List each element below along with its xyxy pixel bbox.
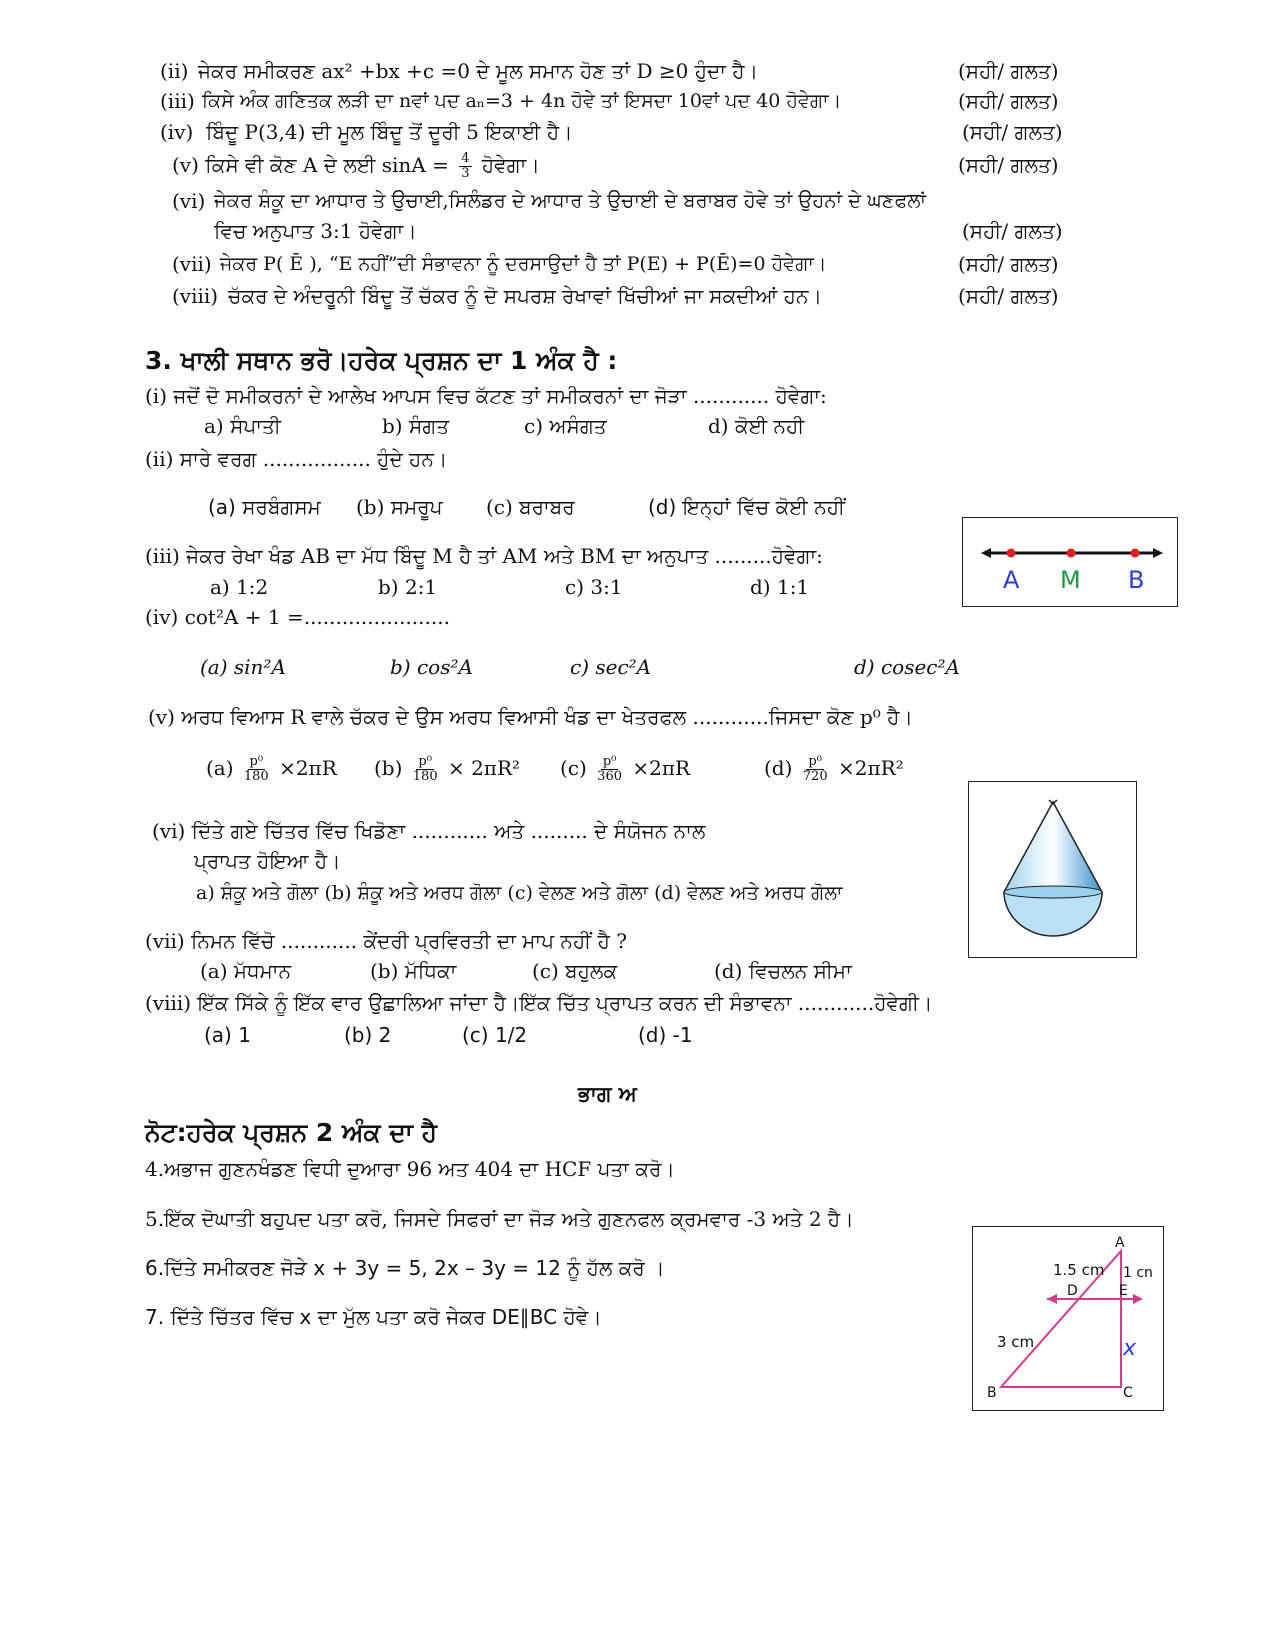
- label-a: A: [1003, 566, 1020, 594]
- line-segment-figure: [962, 517, 1178, 607]
- option: (c) $\frac{\text{p⁰}}{360}$ ×2πR: [560, 754, 691, 784]
- question-7: 7. ਦਿੱਤੇ ਚਿੱਤਰ ਵਿੱਚ x ਦਾ ਮੁੱਲ ਪਤਾ ਕਰੋ ਜੇਕਰ DE∥BC ਹੋਵੇ।: [145, 1305, 602, 1329]
- part-heading: ਭਾਗ ਅ: [578, 1082, 637, 1106]
- option: d) ਕੋਈ ਨਹੀ: [708, 414, 805, 438]
- tf-answer: (ਸਹੀ/ ਗਲਤ): [958, 284, 1059, 308]
- option: b) cos²A: [390, 655, 473, 679]
- section-title: 3. ਖਾਲੀ ਸਥਾਨ ਭਰੋ।ਹਰੇਕ ਪ੍ਰਸ਼ਨ ਦਾ 1 ਅੰਕ ਹੈ :: [145, 346, 618, 375]
- question-i: (i) ਜਦੋਂ ਦੋ ਸਮੀਕਰਨਾਂ ਦੇ ਆਲੇਖ ਆਪਸ ਵਿਚ ਕੱਟਣ ਤਾਂ ਸਮੀਕਰਨਾਂ ਦਾ ਜੋੜਾ ............ ਹੋਵੇਗਾ:: [145, 384, 827, 408]
- toy-svg: [969, 782, 1136, 957]
- point-a: [1007, 549, 1016, 558]
- option: c) sec²A: [570, 655, 652, 679]
- label-c: C: [1123, 1385, 1133, 1401]
- question-vi: (vi) ਦਿੱਤੇ ਗਏ ਚਿੱਤਰ ਵਿੱਚ ਖਿਡੋਣਾ ............ ਅਤੇ ......... ਦੇ ਸੰਯੋਜਨ ਨਾਲ: [152, 819, 706, 843]
- tf-num: (vii): [172, 252, 212, 276]
- option: c) ਅਸੰਗਤ: [524, 414, 607, 438]
- option: a) ਸੰਪਾਤੀ: [204, 414, 281, 438]
- label-a: A: [1115, 1235, 1125, 1251]
- tf-num: (ii): [160, 59, 189, 83]
- part-note: ਨੋਟ:ਹਰੇਕ ਪ੍ਰਸ਼ਨ 2 ਅੰਕ ਦਾ ਹੈ: [145, 1118, 437, 1147]
- tf-answer: (ਸਹੀ/ ਗਲਤ): [962, 219, 1063, 243]
- tf-text: ਕਿਸੇ ਵੀ ਕੋਣ A ਦੇ ਲਈ sinA =: [205, 153, 449, 177]
- question-6: 6.ਦਿੱਤੇ ਸਮੀਕਰਣ ਜੋੜੇ x + 3y = 5, 2x – 3y = 12 ਨੂੰ ਹੱਲ ਕਰੋ ।: [145, 1256, 665, 1280]
- question-iii: (iii) ਜੇਕਰ ਰੇਖਾ ਖੰਡ AB ਦਾ ਮੱਧ ਬਿੰਦੂ M ਹੈ ਤਾਂ AM ਅਤੇ BM ਦਾ ਅਨੁਪਾਤ .........ਹੋਵੇਗਾ:: [145, 544, 823, 568]
- tf-num: (viii): [172, 284, 219, 308]
- tf-text: ਬਿੰਦੂ P(3,4) ਦੀ ਮੂਲ ਬਿੰਦੂ ਤੋਂ ਦੂਰੀ 5 ਇਕਾਈ ਹੈ।: [206, 120, 573, 144]
- option: (c) ਬਰਾਬਰ: [486, 495, 575, 519]
- question-v: (v) ਅਰਧ ਵਿਆਸ R ਵਾਲੇ ਚੱਕਰ ਦੇ ਉਸ ਅਰਧ ਵਿਆਸੀ ਖੰਡ ਦਾ ਖੇਤਰਫਲ ............ਜਿਸਦਾ ਕੋਣ p⁰ ਹੈ।: [148, 705, 913, 729]
- option: d) cosec²A: [854, 655, 960, 679]
- option: (b) 2: [344, 1023, 392, 1047]
- tf-text: ਜੇਕਰ ਸਮੀਕਰਣ ax² +bx +c =0 ਦੇ ਮੂਲ ਸਮਾਨ ਹੋਣ ਤਾਂ D ≥0 ਹੁੰਦਾ ਹੈ।: [198, 59, 759, 83]
- tf-answer: (ਸਹੀ/ ਗਲਤ): [958, 153, 1059, 177]
- option: a) 1:2: [210, 575, 269, 599]
- tf-text: ਜੇਕਰ P( Ē ), “E ਨਹੀਂ”ਦੀ ਸੰਭਾਵਨਾ ਨੂੰ ਦਰਸਾਉਦਾਂ ਹੈ ਤਾਂ P(E) + P(Ē)=0 ਹੋਵੇਗਾ।: [220, 253, 827, 275]
- tf-num: (iv): [160, 120, 194, 144]
- cone-shape: [1004, 802, 1102, 892]
- tf-answer: (ਸਹੀ/ ਗਲਤ): [958, 252, 1059, 276]
- option: b) 2:1: [378, 575, 438, 599]
- option: (a) 1: [204, 1023, 251, 1047]
- option: (b) ਮੱਧਿਕਾ: [370, 959, 457, 983]
- option: (a) ਮੱਧਮਾਨ: [200, 959, 292, 983]
- question-iv: (iv) cot²A + 1 =.......................: [145, 605, 450, 629]
- option: (d) -1: [638, 1023, 693, 1047]
- tf-text-cont: ਵਿਚ ਅਨੁਪਾਤ 3:1 ਹੋਵੇਗਾ।: [214, 219, 417, 243]
- fraction: $\frac{4}{3}$: [461, 151, 470, 181]
- question-ii: (ii) ਸਾਰੇ ਵਰਗ ................. ਹੁੰਦੇ ਹਨ।: [145, 447, 448, 471]
- option: (c) ਬਹੁਲਕ: [532, 959, 618, 983]
- point-m: [1067, 549, 1076, 558]
- option: c) 3:1: [565, 575, 623, 599]
- question-viii: (viii) ਇੱਕ ਸਿੱਕੇ ਨੂੰ ਇੱਕ ਵਾਰ ਉਛਾਲਿਆ ਜਾਂਦਾ ਹੈ।ਇੱਕ ਚਿੱਤ ਪ੍ਰਾਪਤ ਕਰਨ ਦੀ ਸੰਭਾਵਨਾ ............ਹੋਵੇਗੀ।: [145, 991, 933, 1015]
- tf-answer: (ਸਹੀ/ ਗਲਤ): [962, 120, 1063, 144]
- option: d) 1:1: [750, 575, 810, 599]
- label-b: B: [1128, 566, 1145, 594]
- label-b: B: [987, 1385, 997, 1401]
- option: (a) sin²A: [200, 655, 286, 679]
- question-5: 5.ਇੱਕ ਦੋਘਾਤੀ ਬਹੁਪਦ ਪਤਾ ਕਰੋ, ਜਿਸਦੇ ਸਿਫਰਾਂ ਦਾ ਜੋੜ ਅਤੇ ਗੁਣਨਫਲ ਕ੍ਰਮਵਾਰ -3 ਅਤੇ 2 ਹੈ।: [145, 1207, 854, 1231]
- label-d: D: [1067, 1283, 1078, 1299]
- option: (c) 1/2: [462, 1023, 528, 1047]
- arrow-right-icon: [1153, 548, 1163, 558]
- label-db: 3 cm: [997, 1333, 1035, 1351]
- tf-text: ਜੇਕਰ ਸ਼ੰਕੂ ਦਾ ਆਧਾਰ ਤੇ ਉਚਾਈ,ਸਿਲੰਡਰ ਦੇ ਆਧਾਰ ਤੇ ਉਚਾਈ ਦੇ ਬਰਾਬਰ ਹੋਵੇ ਤਾਂ ਉਹਨਾਂ ਦੇ ਘਣਫਲਾਂ: [214, 189, 927, 212]
- arrow-left-icon: [1047, 1294, 1057, 1304]
- option: (a) ਸਰਬੰਗਸਮ: [208, 495, 321, 519]
- label-ae: 1 cn: [1123, 1265, 1153, 1281]
- triangle-svg: [973, 1227, 1163, 1410]
- question-vi-cont: ਪ੍ਰਾਪਤ ਹੋਇਆ ਹੈ।: [194, 849, 341, 873]
- tf-num: (iii): [160, 89, 195, 113]
- option: (b) ਸਮਰੂਪ: [356, 495, 443, 519]
- option: (d) $\frac{\text{p⁰}}{720}$ ×2πR²: [764, 754, 904, 784]
- label-x: x: [1123, 1336, 1137, 1361]
- label-ad: 1.5 cm: [1053, 1261, 1105, 1279]
- tf-answer: (ਸਹੀ/ ਗਲਤ): [958, 59, 1059, 83]
- tf-num: (vi): [172, 189, 206, 213]
- tf-text: ਕਿਸੇ ਅੰਕ ਗਣਿਤਕ ਲੜੀ ਦਾ nਵਾਂ ਪਦ aₙ=3 + 4n ਹੋਵੇ ਤਾਂ ਇਸਦਾ 10ਵਾਂ ਪਦ 40 ਹੋਵੇਗਾ।: [202, 90, 842, 112]
- tf-num: (v): [172, 153, 199, 177]
- base-ellipse: [1004, 886, 1102, 898]
- question-vii: (vii) ਨਿਮਨ ਵਿੱਚੋ ............ ਕੇਂਦਰੀ ਪ੍ਰਵਿਰਤੀ ਦਾ ਮਾਪ ਨਹੀਂ ਹੈ ?: [145, 929, 627, 953]
- line-segment-svg: [963, 518, 1177, 606]
- question-4: 4.ਅਭਾਜ ਗੁਣਨਖੰਡਣ ਵਿਧੀ ਦੁਆਰਾ 96 ਅਤ 404 ਦਾ HCF ਪਤਾ ਕਰੋ।: [145, 1157, 675, 1181]
- arrow-right-icon: [1133, 1294, 1143, 1304]
- triangle-figure: [972, 1226, 1164, 1411]
- tf-answer: (ਸਹੀ/ ਗਲਤ): [958, 89, 1059, 113]
- options-vi: a) ਸ਼ੰਕੂ ਅਤੇ ਗੋਲਾ (b) ਸ਼ੰਕੂ ਅਤੇ ਅਰਧ ਗੋਲਾ (c) ਵੇਲਣ ਅਤੇ ਗੋਲਾ (d) ਵੇਲਣ ਅਤੇ ਅਰਧ ਗੋਲਾ: [196, 882, 843, 904]
- toy-figure: [968, 781, 1137, 958]
- hemisphere-shape: [1004, 892, 1102, 936]
- option: (b) $\frac{\text{p⁰}}{180}$ × 2πR²: [374, 754, 521, 784]
- label-m: M: [1060, 566, 1081, 594]
- arrow-left-icon: [981, 548, 991, 558]
- option: (d) ਵਿਚਲਨ ਸੀਮਾ: [714, 959, 852, 983]
- point-b: [1131, 549, 1140, 558]
- option: (d) ਇਨ੍ਹਾਂ ਵਿੱਚ ਕੋਈ ਨਹੀਂ: [648, 495, 845, 519]
- option: (a) $\frac{\text{p⁰}}{180}$ ×2πR: [206, 754, 337, 784]
- tf-text: ਚੱਕਰ ਦੇ ਅੰਦਰੂਨੀ ਬਿੰਦੂ ਤੋਂ ਚੱਕਰ ਨੂੰ ਦੋ ਸਪਰਸ਼ ਰੇਖਾਵਾਂ ਖਿੱਚੀਆਂ ਜਾ ਸਕਦੀਆਂ ਹਨ।: [228, 284, 822, 308]
- label-e: E: [1119, 1283, 1128, 1299]
- tf-text: ਹੋਵੇਗਾ।: [481, 153, 540, 177]
- option: b) ਸੰਗਤ: [382, 414, 450, 438]
